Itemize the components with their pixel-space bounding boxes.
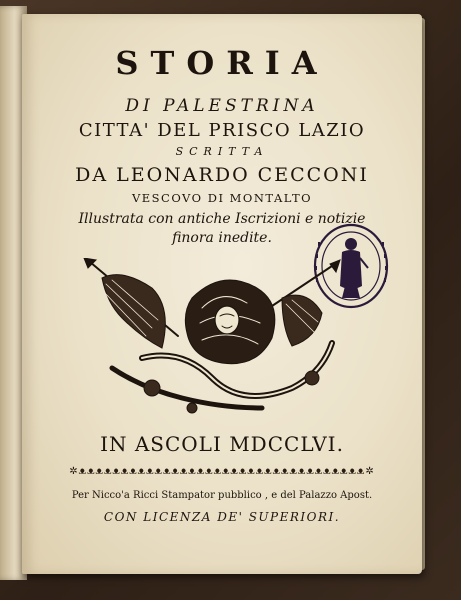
description-line-1: Illustrata con antiche Iscrizioni e notizie (78, 211, 366, 227)
printer-line: Per Nicco'a Ricci Stampator pubblico , e del Palazzo Apost. (71, 490, 373, 501)
place-and-date: IN ASCOLI MDCCLVI. (100, 432, 344, 456)
subtitle-line-2: CITTA' DEL PRISCO LAZIO (78, 120, 366, 141)
description-line-2: finora inedite. (172, 230, 272, 246)
book-title: STORIA (115, 44, 329, 82)
subtitle-line-1: DI PALESTRINA (125, 96, 319, 116)
author-line: DA LEONARDO CECCONI (75, 164, 369, 186)
scritta-label: SCRITTA (175, 145, 269, 158)
title-page (22, 14, 422, 574)
engraved-vignette-icon (82, 258, 342, 418)
licence-line: CON LICENZA DE' SUPERIORI. (103, 510, 341, 524)
author-role: VESCOVO DI MONTALTO (131, 191, 313, 205)
ornament-rule: ✲ᴥᴥᴥᴥᴥᴥᴥᴥᴥᴥᴥᴥᴥᴥᴥᴥᴥᴥᴥᴥᴥᴥᴥᴥᴥᴥᴥᴥᴥᴥᴥᴥᴥᴥ✲ (69, 466, 375, 477)
